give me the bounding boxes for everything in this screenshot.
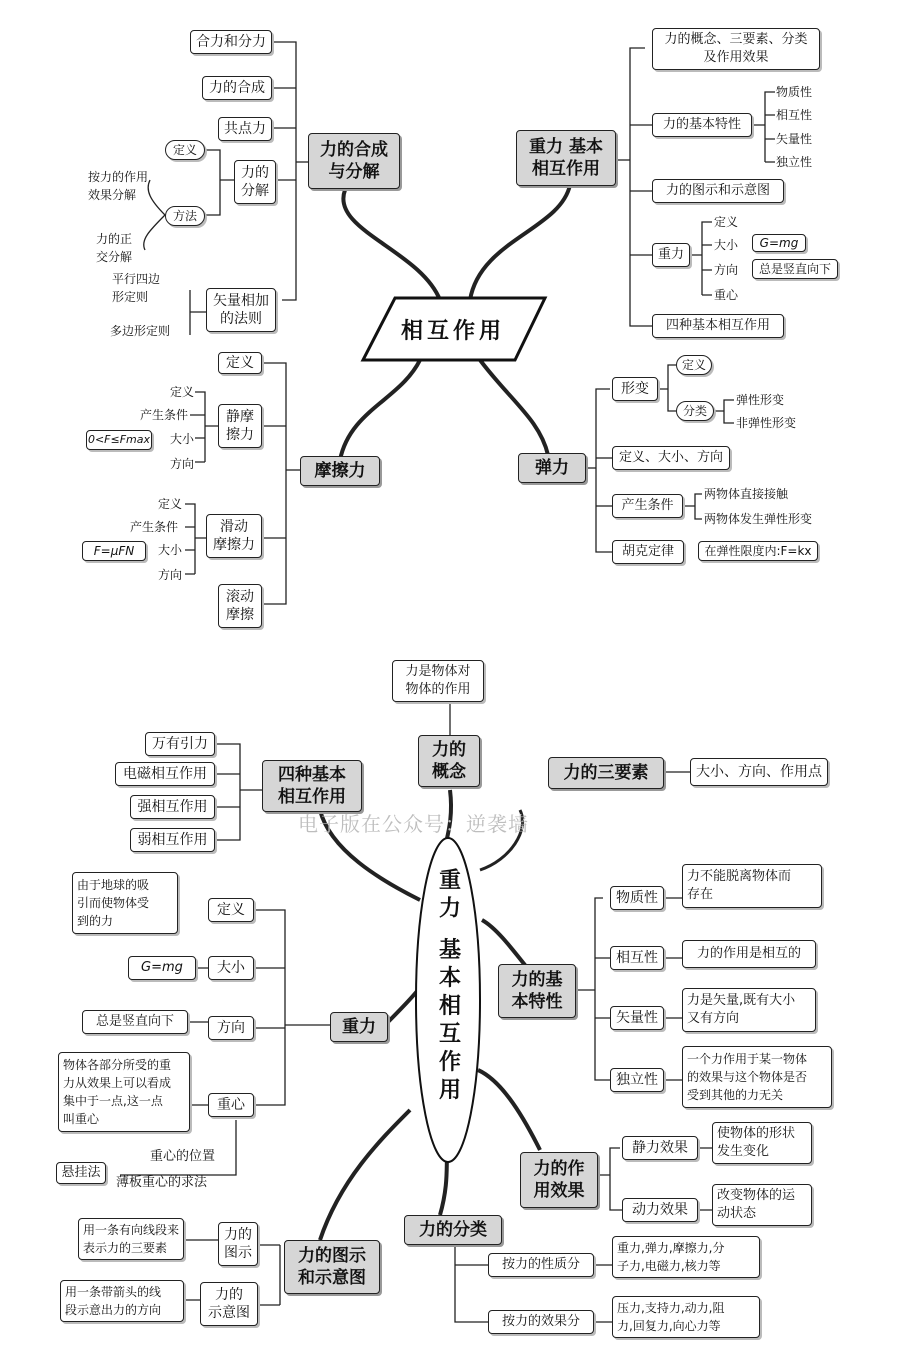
node-dynamic-effect-note: 改变物体的运 动状态 bbox=[712, 1184, 812, 1226]
text-condition-deform: 两物体发生弹性形变 bbox=[704, 512, 813, 526]
node-gravity-definition-note: 由于地球的吸 引而使物体受 到的力 bbox=[72, 872, 178, 934]
node-force-diagram-2: 力的图示 和示意图 bbox=[284, 1240, 380, 1294]
text-static-direction: 方向 bbox=[170, 457, 195, 471]
node-illustration-note: 用一条有向线段来 表示力的三要素 bbox=[78, 1218, 184, 1260]
text-gravity-definition: 定义 bbox=[714, 215, 739, 229]
node-trait-vector: 矢量性 bbox=[610, 1006, 664, 1030]
text-trait-material: 物质性 bbox=[776, 85, 813, 99]
node-gravity-center: 重心 bbox=[208, 1093, 254, 1117]
node-force-traits-2: 力的基 本特性 bbox=[498, 964, 576, 1018]
node-force-diagram: 力的图示和示意图 bbox=[652, 179, 784, 203]
node-deform-definition: 定义 bbox=[676, 355, 712, 375]
text-polygon-rule: 多边形定则 bbox=[110, 324, 171, 338]
node-gravity-definition: 定义 bbox=[208, 898, 254, 922]
node-static-effect: 静力效果 bbox=[622, 1136, 698, 1160]
node-four-interactions-2: 四种基本 相互作用 bbox=[262, 760, 362, 812]
node-force-illustration: 力的 图示 bbox=[218, 1222, 258, 1266]
node-static-size-formula: 0<F≤Fmax bbox=[86, 430, 152, 450]
node-deformation: 形变 bbox=[612, 377, 658, 401]
text-trait-vector: 矢量性 bbox=[776, 132, 813, 146]
text-sliding-definition: 定义 bbox=[158, 497, 183, 511]
node-trait-material-note: 力不能脱离物体而 存在 bbox=[682, 864, 822, 908]
node-gravitation: 万有引力 bbox=[145, 732, 215, 756]
node-force-concept: 力的概念、三要素、分类 及作用效果 bbox=[652, 28, 820, 70]
node-static-friction: 静摩 擦力 bbox=[218, 404, 262, 448]
node-gravity-downward-2: 总是竖直向下 bbox=[82, 1010, 188, 1034]
text-effect-decomposition: 按力的作用 效果分解 bbox=[88, 170, 149, 202]
node-force-effect: 力的作 用效果 bbox=[520, 1152, 598, 1208]
node-trait-mutual-note: 力的作用是相互的 bbox=[682, 940, 816, 968]
node-gravity: 重力 bbox=[652, 243, 690, 267]
node-strong-interaction: 强相互作用 bbox=[130, 795, 215, 819]
node-gravity-formula: G=mg bbox=[752, 234, 806, 252]
node-trait-independent-note: 一个力作用于某一物体 的效果与这个物体是否 受到其他的力无关 bbox=[682, 1046, 832, 1108]
node-force-traits: 力的基本特性 bbox=[652, 113, 752, 137]
node-force-decomposition: 力的 分解 bbox=[234, 160, 276, 204]
node-trait-vector-note: 力是矢量,既有大小 又有方向 bbox=[682, 988, 816, 1032]
node-three-elements: 力的三要素 bbox=[548, 757, 664, 789]
node-friction: 摩擦力 bbox=[300, 456, 380, 486]
node-rolling-friction: 滚动 摩擦 bbox=[218, 584, 262, 628]
text-parallelogram-rule: 平行四边 形定则 bbox=[112, 272, 161, 304]
node-hooke-law: 胡克定律 bbox=[612, 540, 684, 564]
node-dynamic-effect: 动力效果 bbox=[622, 1198, 698, 1222]
node-suspension-method: 悬挂法 bbox=[56, 1162, 106, 1184]
node-decomp-method: 方法 bbox=[165, 206, 205, 226]
text-orthogonal-decomposition: 力的正 交分解 bbox=[96, 232, 133, 264]
node-deform-class: 分类 bbox=[676, 401, 714, 421]
center-node-gravity-interaction: 重力 基本相互作用 bbox=[435, 868, 461, 1106]
text-sliding-condition: 产生条件 bbox=[130, 520, 179, 534]
node-nature-note: 重力,弹力,摩擦力,分 子力,电磁力,核力等 bbox=[612, 1236, 760, 1278]
node-sketch-note: 用一条带箭头的线 段示意出力的方向 bbox=[60, 1280, 184, 1322]
text-gravity-direction: 方向 bbox=[714, 263, 739, 277]
node-classify-by-nature: 按力的性质分 bbox=[488, 1253, 594, 1277]
node-trait-mutual: 相互性 bbox=[610, 946, 664, 970]
node-gravity-direction: 方向 bbox=[208, 1016, 254, 1040]
text-inelastic-deform: 非弹性形变 bbox=[736, 416, 797, 430]
node-classify-by-effect: 按力的效果分 bbox=[488, 1310, 594, 1334]
node-force-classification: 力的分类 bbox=[404, 1215, 502, 1245]
text-sliding-direction: 方向 bbox=[158, 568, 183, 582]
text-static-condition: 产生条件 bbox=[140, 408, 189, 422]
node-sliding-size-formula: F=μFN bbox=[82, 541, 146, 561]
node-force-concept-2: 力的 概念 bbox=[418, 735, 480, 787]
node-gravity-center-note: 物体各部分所受的重 力从效果上可以看成 集中于一点,这一点 叫重心 bbox=[58, 1052, 190, 1132]
text-sliding-size: 大小 bbox=[158, 543, 183, 557]
node-decomp-definition: 定义 bbox=[165, 140, 205, 160]
text-static-definition: 定义 bbox=[170, 385, 195, 399]
node-weak-interaction: 弱相互作用 bbox=[130, 828, 215, 852]
watermark: 电子版在公众号：逆袭墙 bbox=[298, 812, 529, 836]
text-gravity-center: 重心 bbox=[714, 288, 739, 302]
text-trait-independent: 独立性 bbox=[776, 155, 813, 169]
text-elastic-deform: 弹性形变 bbox=[736, 393, 785, 407]
node-sliding-friction: 滑动 摩擦力 bbox=[206, 514, 262, 558]
node-concurrent-force: 共点力 bbox=[218, 117, 272, 141]
node-static-effect-note: 使物体的形状 发生变化 bbox=[712, 1122, 812, 1164]
text-gravity-size: 大小 bbox=[714, 238, 739, 252]
node-force-sketch: 力的 示意图 bbox=[200, 1282, 258, 1326]
node-concept-note: 力是物体对 物体的作用 bbox=[392, 660, 484, 702]
text-thin-plate-method: 薄板重心的求法 bbox=[116, 1175, 208, 1190]
text-trait-mutual: 相互性 bbox=[776, 108, 813, 122]
node-electromagnetic: 电磁相互作用 bbox=[115, 762, 215, 786]
node-resultant-force: 合力和分力 bbox=[190, 30, 272, 54]
node-friction-definition: 定义 bbox=[218, 352, 262, 374]
node-gravity-basic-interaction: 重力 基本 相互作用 bbox=[516, 130, 616, 186]
node-trait-independent: 独立性 bbox=[610, 1068, 664, 1092]
node-trait-material: 物质性 bbox=[610, 886, 664, 910]
node-elastic-force: 弹力 bbox=[518, 453, 586, 483]
node-elastic-condition: 产生条件 bbox=[612, 494, 683, 518]
text-center-position: 重心的位置 bbox=[150, 1149, 216, 1164]
node-gravity-formula-2: G=mg bbox=[128, 956, 196, 980]
node-effect-note: 压力,支持力,动力,阻 力,回复力,向心力等 bbox=[612, 1296, 760, 1338]
center-node-interaction: 相互作用 bbox=[400, 318, 505, 344]
node-hooke-formula: 在弹性限度内:F=kx bbox=[698, 541, 818, 561]
node-elastic-definition: 定义、大小、方向 bbox=[612, 446, 730, 470]
node-force-combination: 力的合成 与分解 bbox=[308, 133, 400, 189]
node-vector-addition: 矢量相加 的法则 bbox=[206, 288, 276, 332]
node-four-interactions: 四种基本相互作用 bbox=[652, 314, 784, 338]
node-gravity-2: 重力 bbox=[330, 1012, 388, 1042]
node-three-elements-note: 大小、方向、作用点 bbox=[690, 758, 828, 786]
node-gravity-size: 大小 bbox=[208, 956, 254, 980]
node-gravity-downward: 总是竖直向下 bbox=[752, 259, 838, 279]
node-force-composition: 力的合成 bbox=[202, 76, 272, 100]
text-static-size: 大小 bbox=[170, 432, 195, 446]
text-condition-contact: 两物体直接接触 bbox=[704, 487, 789, 501]
